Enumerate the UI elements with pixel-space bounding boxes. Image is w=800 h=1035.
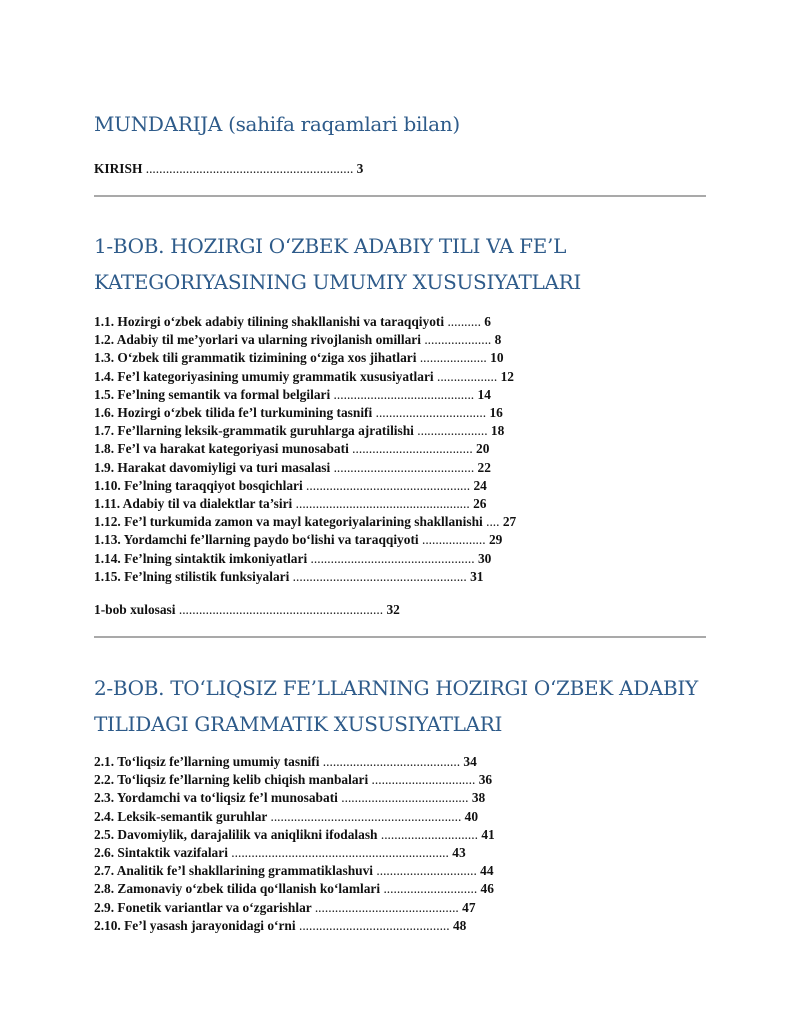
toc-entry [94, 368, 516, 386]
toc-entry-page: 12 [500, 368, 514, 384]
chapter2-heading [94, 670, 698, 742]
toc-entry [94, 880, 495, 898]
toc-entry [94, 386, 516, 404]
toc-entry-page: 34 [463, 754, 477, 769]
toc-entry [94, 349, 516, 367]
toc-entry-page: 30 [477, 550, 492, 566]
toc-entry-dots: .... [486, 514, 500, 530]
toc-entry-dots: ......................................... [322, 754, 461, 769]
toc-entry-label: 2.10. Fe’l yasash jarayonidagi o‘rni [94, 917, 296, 933]
toc-entry-page: 8 [494, 332, 502, 348]
toc-entry-label: 2.4. Leksik-semantik guruhlar [94, 808, 268, 824]
toc-entry-dots: .......................................... [333, 386, 475, 402]
toc-entry-label: 1.1. Hozirgi o‘zbek adabiy tilining shakllanishi va taraqqiyoti [94, 314, 445, 329]
toc-entry-page: 10 [490, 350, 504, 366]
toc-entry-page: 38 [471, 790, 486, 806]
toc-entry-page: 32 [386, 602, 400, 617]
toc-entry-dots: ................................. [375, 405, 487, 421]
toc-entry-label: 1.13. Yordamchi fe’llarning paydo bo‘lishi va taraqqiyoti [94, 532, 419, 548]
toc-entry-page: 36 [478, 772, 493, 788]
toc-entry-chapter1-summary [94, 601, 400, 619]
toc-entry-label: 1.4. Fe’l kategoriyasining umumiy grammatik xususiyatlari [94, 368, 434, 384]
toc-entry-dots: ............................................. [298, 917, 450, 933]
toc-entry-dots: .............................................................. [145, 161, 354, 176]
toc-entry-page: 24 [473, 477, 487, 493]
toc-entry-label: 2.9. Fonetik variantlar va o‘zgarishlar [94, 899, 312, 915]
toc-entry-dots: ................................................................. [231, 845, 449, 861]
toc-entry [94, 550, 516, 568]
toc-entry [94, 917, 495, 935]
toc-entry-dots: ............................. [380, 826, 478, 842]
toc-entry-label: 1.10. Fe’lning taraqqiyot bosqichlari [94, 477, 303, 493]
toc-entry-label: 2.3. Yordamchi va to‘liqsiz fe’l munosabati [94, 790, 338, 806]
toc-entry-label: 1.2. Adabiy til me’yorlari va ularning rivojlanish omillari [94, 332, 421, 348]
toc-entry-label: 1.14. Fe’lning sintaktik imkoniyatlari [94, 550, 308, 566]
toc-entry-page: 20 [476, 441, 490, 457]
toc-entry [94, 771, 495, 789]
toc-entry [94, 459, 516, 477]
toc-entry-label: 1.5. Fe’lning semantik va formal belgilari [94, 386, 331, 402]
toc-entry [94, 753, 495, 771]
toc-entry-label: 2.7. Analitik fe’l shakllarining grammatiklashuvi [94, 863, 374, 879]
chapter1-heading-line2: KATEGORIYASINING UMUMIY XUSUSIYATLARI [94, 270, 581, 294]
toc-entry-dots: .................. [436, 368, 498, 384]
section-divider [94, 195, 706, 197]
toc-entry [94, 826, 495, 844]
toc-entry-page: 44 [480, 863, 494, 879]
toc-entry-page: 18 [490, 423, 505, 439]
toc-entry-label: 1-bob xulosasi [94, 602, 176, 617]
chapter2-heading-line1: 2-BOB. TO‘LIQSIZ FE’LLARNING HOZIRGI O‘ZBEK ADABIY [94, 676, 698, 700]
toc-entry [94, 789, 495, 807]
toc-entry-page: 29 [488, 532, 503, 548]
toc-entry-intro [94, 160, 363, 178]
toc-entry-page: 31 [470, 568, 484, 584]
toc-entry [94, 313, 516, 331]
toc-entry-dots: ........................................... [314, 899, 459, 915]
toc-entry-dots: ............................................................. [178, 602, 384, 617]
toc-entry [94, 808, 495, 826]
toc-entry-dots: .................... [419, 350, 487, 366]
toc-entry-label: 1.11. Adabiy til va dialektlar ta’siri [94, 496, 293, 512]
toc-entry-page: 3 [356, 161, 364, 176]
toc-entry [94, 844, 495, 862]
toc-entry-label: KIRISH [94, 161, 143, 176]
toc-entry-dots: ...................................... [341, 790, 469, 806]
toc-entry-page: 48 [452, 917, 467, 933]
toc-entry-dots: ................................................. [306, 477, 471, 493]
chapter1-toc-list [94, 313, 516, 586]
toc-entry [94, 440, 516, 458]
toc-entry-dots: .................................................... [292, 568, 467, 584]
page-title: MUNDARIJA (sahifa raqamlari bilan) [94, 112, 460, 136]
toc-entry-dots: ................................................. [310, 550, 475, 566]
toc-entry [94, 899, 495, 917]
toc-entry-page: 14 [477, 386, 491, 402]
toc-entry [94, 531, 516, 549]
toc-entry-label: 2.6. Sintaktik vazifalari [94, 845, 228, 861]
section-divider [94, 636, 706, 638]
toc-entry-dots: ............................... [371, 772, 476, 788]
toc-entry-dots: ................... [421, 532, 486, 548]
toc-entry-label: 1.6. Hozirgi o‘zbek tilida fe’l turkumining tasnifi [94, 405, 373, 421]
toc-entry-label: 1.8. Fe’l va harakat kategoriyasi munosabati [94, 441, 349, 457]
toc-entry-page: 40 [464, 808, 479, 824]
toc-entry [94, 422, 516, 440]
toc-entry-page: 47 [462, 899, 476, 915]
chapter2-heading-line2: TILIDAGI GRAMMATIK XUSUSIYATLARI [94, 712, 503, 736]
toc-entry-label: 1.9. Harakat davomiyligi va turi masalasi [94, 459, 331, 475]
chapter2-toc-list [94, 753, 495, 935]
toc-entry-label: 2.2. To‘liqsiz fe’llarning kelib chiqish manbalari [94, 772, 369, 788]
toc-entry-dots: .......................................... [333, 459, 475, 475]
toc-entry-page: 43 [452, 845, 466, 861]
toc-entry-page: 46 [480, 881, 494, 897]
toc-entry [94, 495, 516, 513]
toc-entry [94, 862, 495, 880]
toc-entry-label: 1.3. O‘zbek tili grammatik tizimining o‘ziga xos jihatlari [94, 350, 417, 366]
toc-entry [94, 568, 516, 586]
toc-entry-dots: .......... [447, 314, 481, 329]
toc-entry-page: 16 [489, 405, 503, 421]
toc-entry-label: 1.15. Fe’lning stilistik funksiyalari [94, 568, 290, 584]
chapter1-heading-line1: 1-BOB. HOZIRGI O‘ZBEK ADABIY TILI VA FE’L [94, 234, 567, 258]
toc-entry-page: 27 [502, 514, 517, 530]
toc-entry-dots: ............................ [383, 881, 478, 897]
toc-entry-page: 6 [484, 314, 491, 329]
toc-entry-label: 2.8. Zamonaviy o‘zbek tilida qo‘llanish ko‘lamlari [94, 881, 381, 897]
toc-entry [94, 331, 516, 349]
toc-entry-label: 1.7. Fe’llarning leksik-grammatik guruhlarga ajratilishi [94, 423, 414, 439]
toc-entry-label: 1.12. Fe’l turkumida zamon va mayl kategoriyalarining shakllanishi [94, 514, 483, 530]
toc-entry [94, 513, 516, 531]
toc-entry-page: 22 [477, 459, 491, 475]
toc-entry-dots: ......................................................... [270, 808, 462, 824]
toc-entry-dots: .............................. [376, 863, 477, 879]
toc-entry-dots: ..................... [417, 423, 488, 439]
toc-entry-page: 26 [473, 496, 487, 512]
toc-entry [94, 477, 516, 495]
toc-entry-label: 2.5. Davomiylik, darajalilik va aniqlikni ifodalash [94, 826, 378, 842]
toc-entry-label: 2.1. To‘liqsiz fe’llarning umumiy tasnifi [94, 754, 320, 769]
toc-entry-dots: .................................................... [295, 496, 470, 512]
toc-entry-dots: .................................... [352, 441, 473, 457]
toc-entry [94, 404, 516, 422]
toc-entry-page: 41 [481, 826, 495, 842]
chapter1-heading [94, 228, 581, 300]
toc-entry-dots: .................... [424, 332, 492, 348]
